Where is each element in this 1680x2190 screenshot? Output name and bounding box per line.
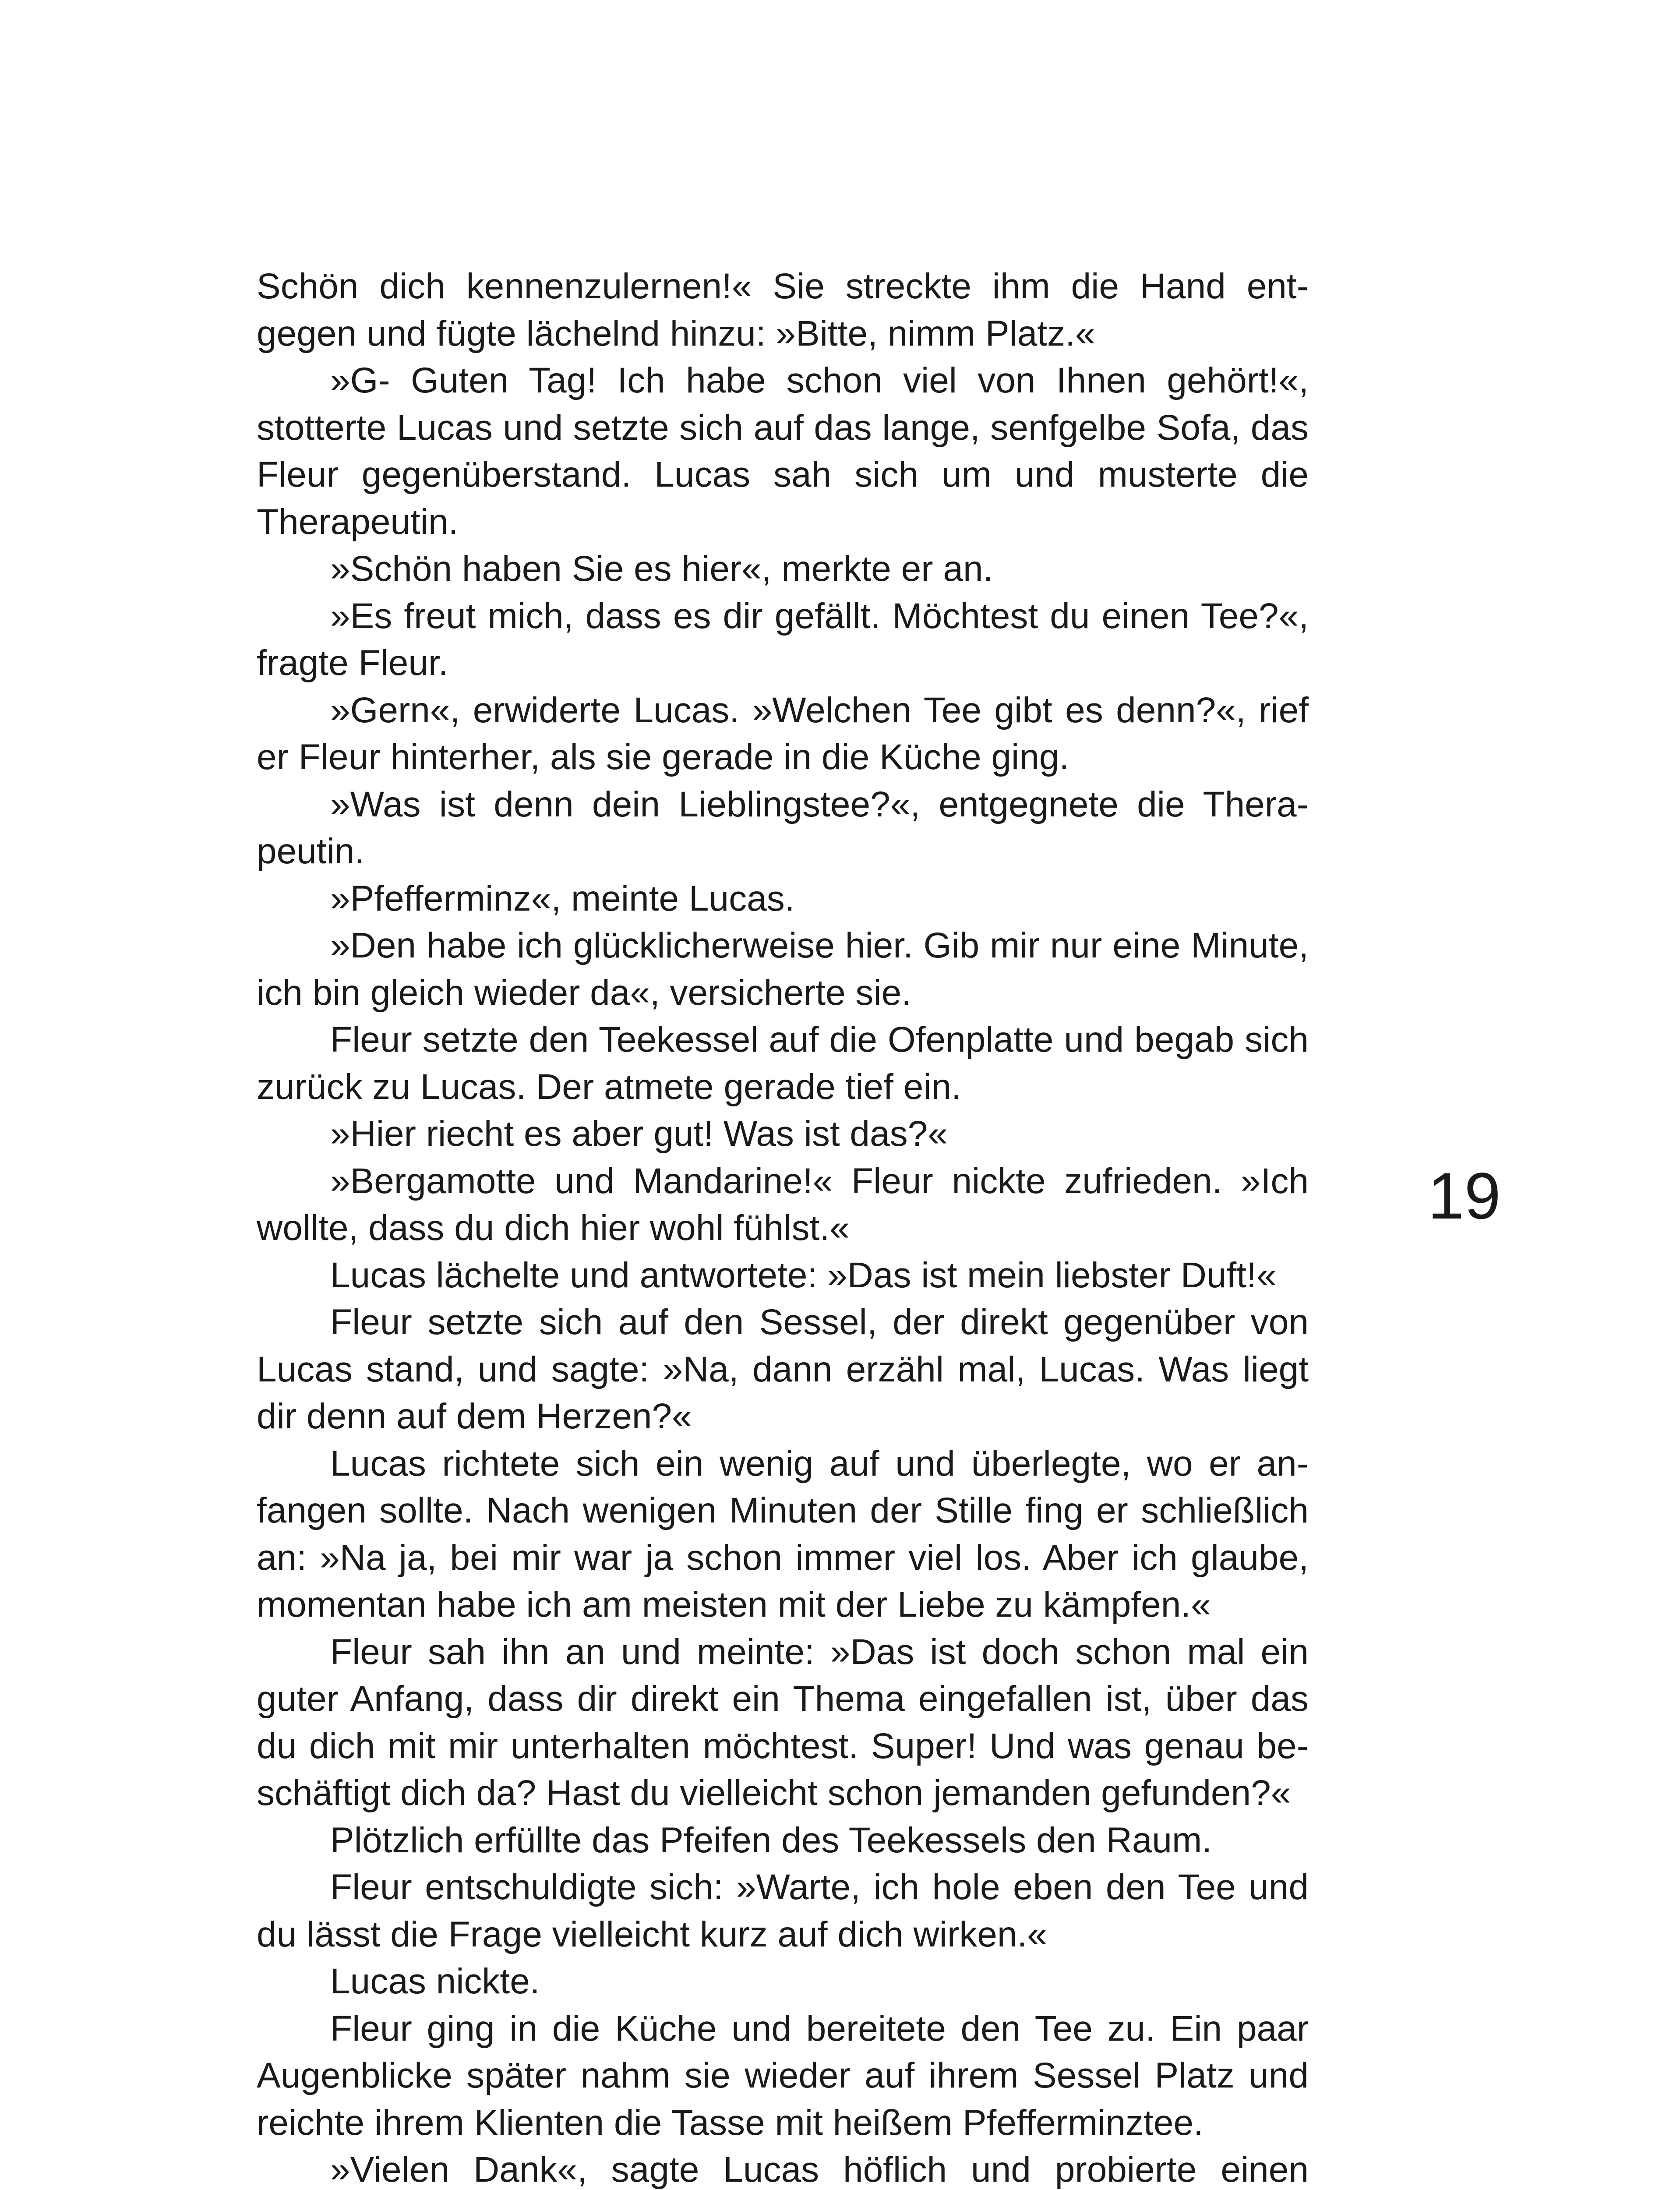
paragraph: »Den habe ich glücklicherweise hier. Gib mir nur eine Minute, ich bin gleich wieder da«, versicherte sie. [257,925,1309,1013]
paragraph: »Gern«, erwiderte Lucas. »Welchen Tee gibt es denn?«, rief er Fleur hinterher, als sie gerade in die Küche ging. [257,690,1309,777]
paragraph: »G- Guten Tag! Ich habe schon viel von Ihnen gehört!«, stotterte Lucas und setzte sich auf das lange, senfgelbe Sofa, das Fleur gegenüberstand. Lucas sah sich um und musterte die Therapeutin. [257,360,1309,542]
paragraph: »Pfefferminz«, meinte Lucas. [330,878,795,918]
paragraph: Lucas nickte. [330,1961,540,2001]
body-text [257,263,1309,2190]
paragraph: Fleur setzte den Teekessel auf die Ofenplatte und begab sich zurück zu Lucas. Der atmete gerade tief ein. [257,1020,1309,1107]
paragraph: Fleur sah ihn an und meinte: »Das ist doch schon mal ein guter Anfang, dass dir direkt ein Thema eingefallen ist, über das du dich mit mir unterhalten möchtest. Super! Und was genau beschäftigt dich da? Hast du vielleicht schon jemanden gefunden?« [257,1632,1309,1813]
paragraph: Lucas lächelte und antwortete: »Das ist mein liebster Duft!« [330,1255,1277,1295]
paragraph: Fleur entschuldigte sich: »Warte, ich hole eben den Tee und du lässt die Frage vielleicht kurz auf dich wirken.« [257,1867,1309,1954]
paragraph: »Es freut mich, dass es dir gefällt. Möchtest du einen Tee?«, fragte Fleur. [257,596,1309,683]
paragraph: »Hier riecht es aber gut! Was ist das?« [330,1114,948,1154]
paragraph: Schön dich kennenzulernen!« Sie streckte ihm die Hand entgegen und fügte lächelnd hinzu: »Bitte, nimm Platz.« [257,266,1309,353]
paragraph: »Vielen Dank«, sagte Lucas höflich und probierte einen [330,2150,1309,2190]
paragraph: Plötzlich erfüllte das Pfeifen des Teekessels den Raum. [330,1820,1212,1860]
paragraph: Fleur ging in die Küche und bereitete den Tee zu. Ein paar Augenblicke später nahm sie wieder auf ihrem Sessel Platz und reichte ihrem Klienten die Tasse mit heißem Pfefferminztee. [257,2008,1309,2143]
paragraph: Lucas richtete sich ein wenig auf und überlegte, wo er anfangen sollte. Nach wenigen Minuten der Stille fing er schließlich an: »Na ja, bei mir war ja schon immer viel los. Aber ich glaube, momentan habe ich am meisten mit der Liebe zu kämpfen.« [257,1443,1309,1625]
page-number: 19 [1428,1159,1501,1233]
paragraph: Fleur setzte sich auf den Sessel, der direkt gegenüber von Lucas stand, und sagte: »Na, dann erzähl mal, Lucas. Was liegt dir denn auf dem Herzen?« [257,1302,1309,1436]
paragraph: »Bergamotte und Mandarine!« Fleur nickte zufrieden. »Ich wollte, dass du dich hier wohl fühlst.« [257,1161,1309,1248]
paragraph: »Schön haben Sie es hier«, merkte er an. [330,549,993,589]
paragraph: »Was ist denn dein Lieblingstee?«, entgegnete die Therapeutin. [257,784,1309,871]
